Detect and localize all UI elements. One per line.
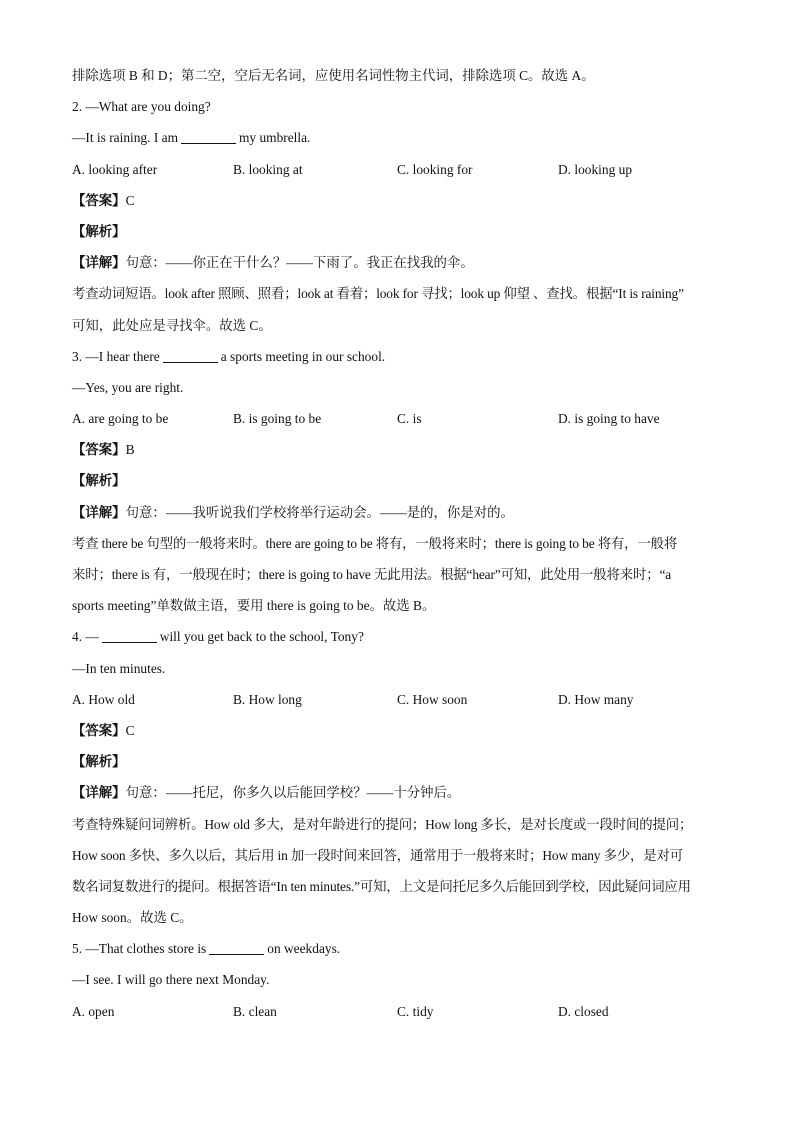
q4-answer [72, 721, 732, 752]
q3-options [72, 409, 732, 440]
q3-option-a: A. are going to be [72, 411, 169, 427]
q2-detail [72, 253, 732, 284]
q2-explain-1: 考查动词短语。look after 照顾、照看；look at 看着；look for 寻找；look up 仰望 、查找。根据“It is raining” [72, 286, 684, 302]
q4-prompt-pre: 4. — [72, 629, 99, 645]
q4-detail-text: 句意：——托尼，你多久以后能回学校？——十分钟后。 [125, 785, 461, 801]
q2-detail-text: 句意：——你正在干什么？——下雨了。我正在找我的伞。 [125, 255, 474, 271]
q4-answer-value: C [125, 722, 135, 738]
q4-options [72, 690, 732, 721]
q2-line2-post: my umbrella. [239, 130, 311, 146]
q3-option-c: C. is [397, 411, 422, 427]
q2-line2-pre: —It is raining. I am [72, 130, 178, 146]
q5-option-d: D. closed [558, 1003, 609, 1019]
q3-detail-text: 句意：——我听说我们学校将举行运动会。——是的，你是对的。 [125, 504, 514, 520]
q5-options [72, 1002, 732, 1033]
q4-line2: —In ten minutes. [72, 660, 166, 676]
q2-answer-tag: 【答案】 [72, 192, 126, 208]
q3-prompt [72, 347, 732, 378]
q2-explain-2: 可知，此处应是寻找伞。故选 C。 [72, 317, 272, 333]
q3-prompt-pre: 3. —I hear there [72, 348, 160, 364]
q4-explain-1: 考查特殊疑问词辨析。How old 多大，是对年龄进行的提问；How long 多长，是对长度或一段时间的提问； [72, 816, 693, 832]
q2-answer [72, 191, 732, 222]
q3-answer-tag: 【答案】 [72, 442, 126, 458]
q2-line2 [72, 128, 732, 159]
q3-answer [72, 440, 732, 471]
q3-explain-2: 来时；there is 有，一般现在时；there is going to have 无此用法。根据“hear”可知，此处用一般将来时；“a [72, 567, 672, 582]
q4-option-c: C. How soon [397, 691, 468, 707]
q3-explain-3: sports meeting”单数做主语，要用 there is going to be。故选 B。 [72, 598, 436, 614]
q2-option-c: C. looking for [397, 161, 473, 177]
q2-option-b: B. looking at [233, 161, 303, 177]
q5-blank [209, 940, 264, 955]
q4-option-b: B. How long [233, 691, 302, 707]
q5-prompt [72, 939, 732, 970]
q2-option-a: A. looking after [72, 161, 158, 177]
q4-answer-tag: 【答案】 [72, 722, 126, 738]
q3-option-d: D. is going to have [558, 411, 660, 427]
q2-answer-value: C [125, 192, 135, 208]
q2-options [72, 160, 732, 191]
q4-analysis-tag [72, 752, 732, 783]
q5-prompt-post: on weekdays. [267, 941, 341, 957]
intro-line: 排除选项 B 和 D；第二空，空后无名词，应使用名词性物主代词，排除选项 C。故选 A。 [72, 68, 595, 83]
q5-prompt-pre: 5. —That clothes store is [72, 941, 207, 957]
q4-detail-tag: 【详解】 [72, 785, 126, 801]
q4-explain-3: 数名词复数进行的提问。根据答语“In ten minutes.”可知，上文是问托尼多久后能回到学校，因此疑问词应用 [72, 878, 691, 894]
q2-analysis-label: 【解析】 [72, 223, 126, 239]
q3-analysis-tag [72, 471, 732, 502]
q2-detail-tag: 【详解】 [72, 255, 126, 271]
q4-explain-2: How soon 多快、多久以后，其后用 in 加一段时间来回答，通常用于一般将来时；How many 多少，是对可 [72, 847, 683, 863]
q3-detail-tag: 【详解】 [72, 504, 126, 520]
document-page [72, 66, 732, 1033]
q5-line2: —I see. I will go there next Monday. [72, 972, 270, 988]
q2-blank [181, 129, 236, 144]
q4-prompt-post: will you get back to the school, Tony? [159, 629, 364, 645]
q3-prompt-post: a sports meeting in our school. [220, 348, 386, 364]
q3-explain-1: 考查 there be 句型的一般将来时。there are going to be 将有，一般将来时；there is going to be 将有，一般将 [72, 535, 678, 551]
q3-answer-value: B [125, 442, 135, 458]
q5-option-b: B. clean [233, 1003, 277, 1019]
q3-detail [72, 503, 732, 534]
q3-blank [163, 348, 218, 363]
q4-option-d: D. How many [558, 691, 634, 707]
q4-explain-4: How soon。故选 C。 [72, 910, 193, 926]
q3-option-b: B. is going to be [233, 411, 322, 427]
q4-prompt [72, 627, 732, 658]
q3-analysis-label: 【解析】 [72, 473, 126, 489]
q2-option-d: D. looking up [558, 161, 633, 177]
q4-analysis-label: 【解析】 [72, 754, 126, 770]
q2-prompt: 2. —What are you doing? [72, 99, 211, 115]
q4-blank [102, 628, 157, 643]
q5-option-c: C. tidy [397, 1003, 434, 1019]
q4-option-a: A. How old [72, 691, 135, 707]
q3-line2: —Yes, you are right. [72, 379, 184, 395]
q2-analysis-tag [72, 222, 732, 253]
q5-option-a: A. open [72, 1003, 115, 1019]
q4-detail [72, 783, 732, 814]
